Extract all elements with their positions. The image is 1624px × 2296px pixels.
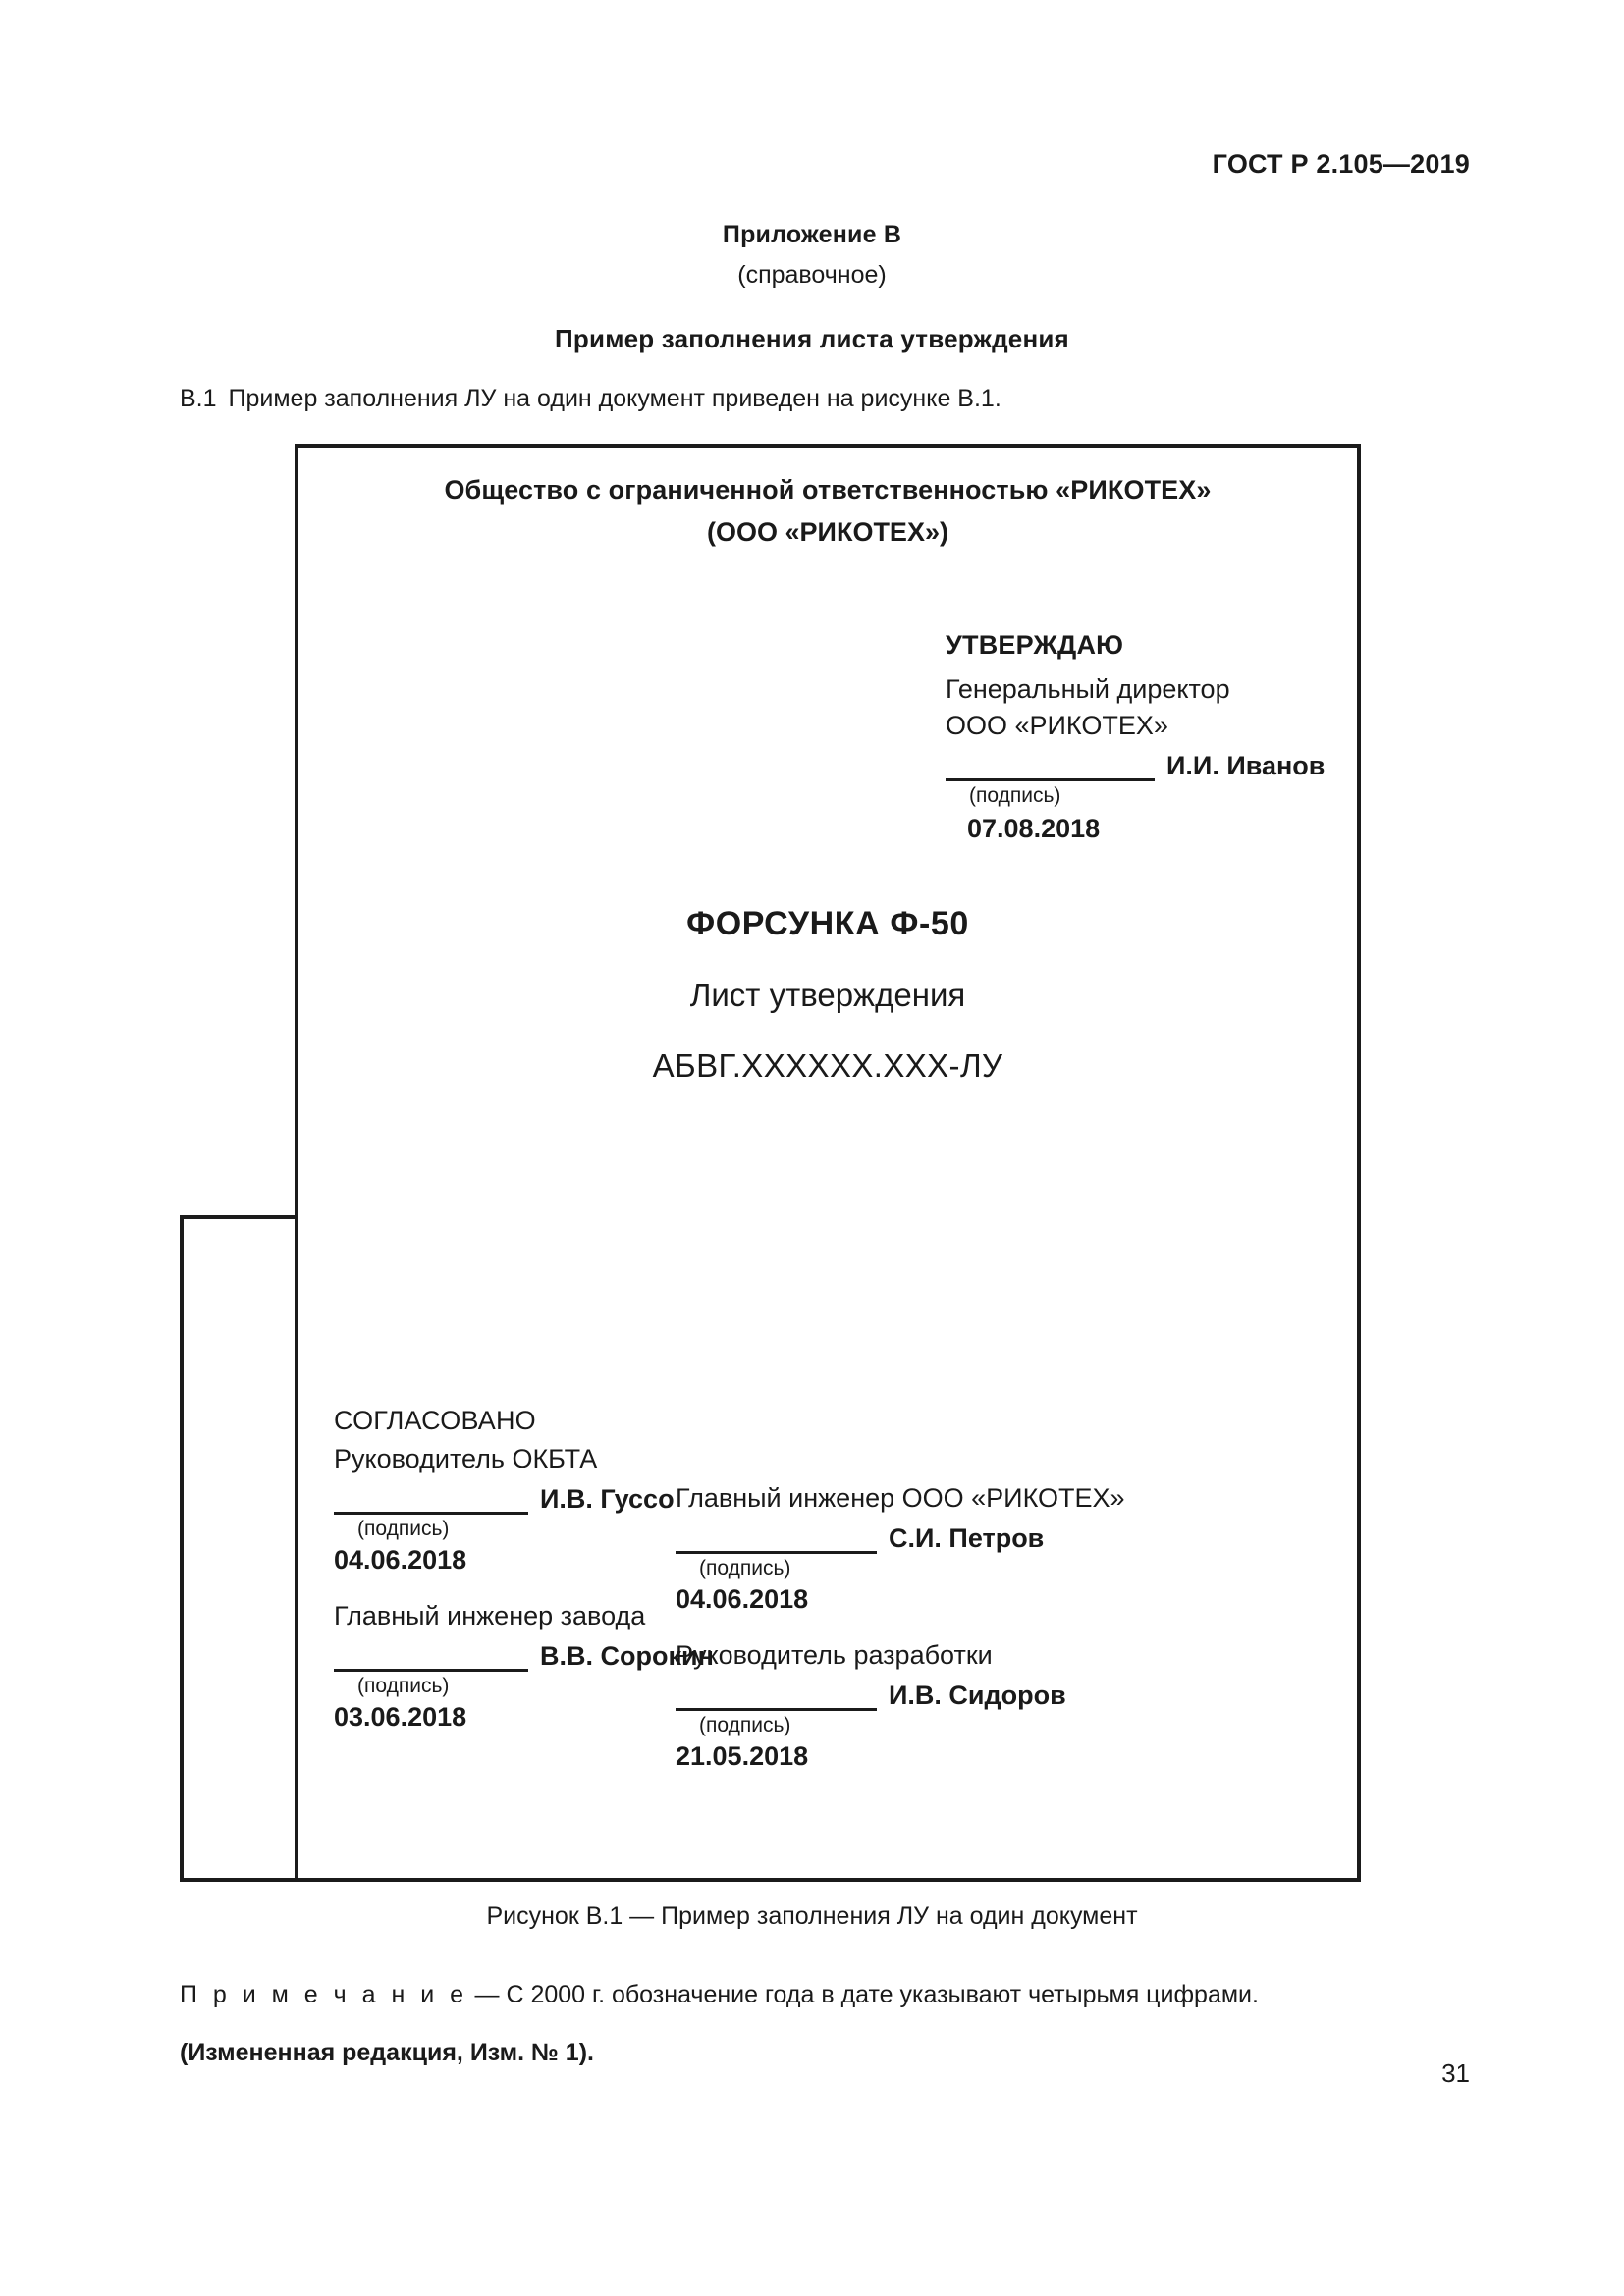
signature-caption: (подпись) — [357, 1518, 450, 1540]
signature-caption: (подпись) — [699, 1557, 791, 1579]
signature-rule — [676, 1525, 877, 1554]
annex-subject-heading: Пример заполнения листа утверждения — [555, 324, 1069, 353]
signatory-date: 03.06.2018 — [334, 1702, 467, 1732]
sheet-kind: Лист утверждения — [689, 977, 966, 1013]
agreed-word: СОГЛАСОВАНО — [334, 1406, 536, 1435]
note-paragraph — [180, 1981, 1259, 2009]
agreement-column-right — [676, 1483, 1137, 1789]
organization-full-name: Общество с ограниченной ответственностью «РИКОТЕХ» — [444, 475, 1212, 505]
figure-caption: Рисунок В.1 — Пример заполнения ЛУ на один документ — [486, 1902, 1138, 1930]
signature-rule — [946, 753, 1155, 781]
signatory-name: С.И. Петров — [889, 1523, 1045, 1553]
signatory-name: И.В. Гуссо — [540, 1484, 675, 1514]
approval-word: УТВЕРЖДАЮ — [946, 630, 1124, 660]
annex-kind: (справочное) — [737, 261, 887, 289]
signature-caption: (подпись) — [357, 1675, 450, 1697]
signatory-entry — [676, 1483, 1137, 1615]
organization-header — [295, 475, 1361, 548]
clause-b1-paragraph — [180, 385, 1001, 413]
signatory-date: 21.05.2018 — [676, 1741, 809, 1771]
signatory-position: Главный инженер завода — [334, 1601, 646, 1630]
signatory-position: Руководитель разработки — [676, 1640, 993, 1670]
signatory-signature-row — [676, 1523, 1137, 1554]
document-title-block — [295, 905, 1361, 1085]
signatory-name: В.В. Сорокин — [540, 1641, 714, 1671]
figure-left-binding-tab — [180, 1215, 298, 1882]
amendment-note: (Измененная редакция, Изм. № 1). — [180, 2039, 594, 2066]
signature-caption: (подпись) — [699, 1714, 791, 1736]
signature-rule — [334, 1486, 528, 1515]
note-body: — С 2000 г. обозначение года в дате указывают четырьмя цифрами. — [467, 1981, 1259, 2008]
annex-title: Приложение В — [722, 221, 902, 248]
running-head-standard-number: ГОСТ Р 2.105—2019 — [1212, 149, 1470, 179]
signatory-position: Руководитель ОКБТА — [334, 1444, 598, 1473]
agreement-block — [334, 1406, 1335, 1771]
signatory-signature-row — [676, 1681, 1137, 1711]
signature-caption: (подпись) — [969, 784, 1061, 807]
signatory-entry — [676, 1640, 1137, 1772]
organization-short-name: (ООО «РИКОТЕХ») — [707, 517, 948, 547]
figure-b1 — [180, 444, 1361, 1882]
approver-position-line-2: ООО «РИКОТЕХ» — [946, 711, 1168, 740]
signatory-date: 04.06.2018 — [676, 1584, 809, 1614]
signatory-name: И.В. Сидоров — [889, 1681, 1066, 1710]
approver-signature-row — [946, 751, 1338, 781]
approval-block — [946, 630, 1338, 844]
signatory-position: Главный инженер ООО «РИКОТЕХ» — [676, 1483, 1125, 1513]
page-number: 31 — [1441, 2058, 1470, 2088]
clause-number: В.1 — [180, 385, 217, 412]
signatory-date: 04.06.2018 — [334, 1545, 467, 1575]
note-label: П р и м е ч а н и е — [180, 1981, 468, 2008]
approver-position-line-1: Генеральный директор — [946, 674, 1230, 704]
document-designation: АБВГ.ХХХХХХ.ХХХ-ЛУ — [652, 1047, 1003, 1084]
approver-name: И.И. Иванов — [1166, 751, 1326, 780]
approval-sheet-content — [295, 444, 1361, 1882]
clause-text: Пример заполнения ЛУ на один документ приведен на рисунке В.1. — [228, 385, 1001, 412]
signature-rule — [334, 1643, 528, 1672]
approval-date: 07.08.2018 — [967, 814, 1101, 843]
signature-rule — [676, 1682, 877, 1711]
product-name: ФОРСУНКА Ф-50 — [686, 905, 969, 942]
